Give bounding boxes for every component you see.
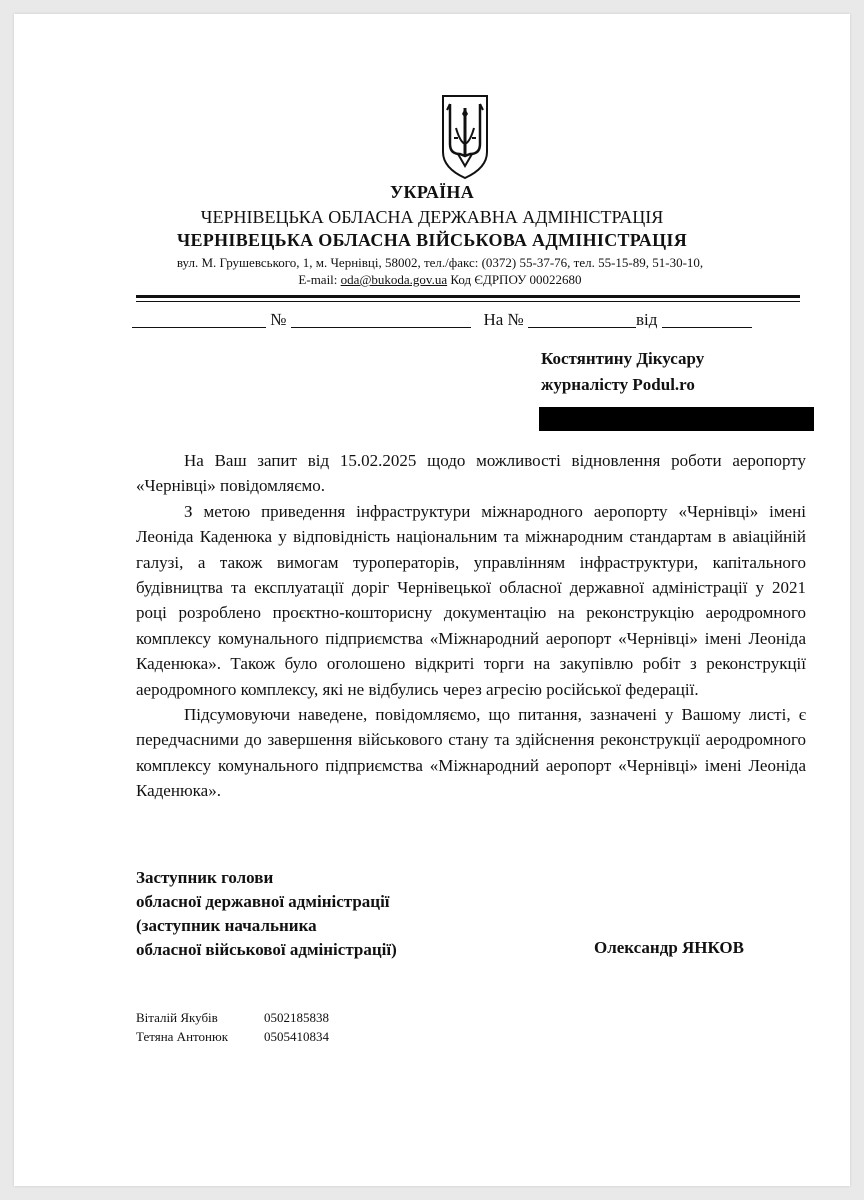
- country-heading: УКРАЇНА: [389, 182, 475, 202]
- on-number-label: На №: [483, 310, 524, 329]
- contact-row: [136, 1008, 329, 1027]
- header-rule-thick: [136, 295, 800, 298]
- signatory-title: [136, 866, 397, 962]
- number-blank: [291, 309, 471, 328]
- trident-coat-of-arms-icon: [440, 94, 490, 180]
- body-paragraph: З метою приведення інфраструктури міжнародного аеропорту «Чернівці» імені Леоніда Каденюка у відповідність національним та міжнародним стандартам в авіаційній галузі, а також вимогам туроператорів, управлінням інфраструктури, капітального будівництва та експлуатації доріг Чернівецької обласної державної адміністрації у 2021 році розроблено проєктно-кошторисну документацію на реконструкцію аеродромного комплексу комунального підприємства «Міжнародний аеропорт «Чернівці» імені Леоніда Каденюка». Також було оголошено відкриті торги на закупівлю робіт з реконструкції аеродромного комплексу, які не відбулись через агресію російської федерації.: [136, 501, 806, 699]
- contact-line: [22, 272, 850, 288]
- contact-phone: 0502185838: [264, 1010, 329, 1025]
- recipient-position: журналісту Podul.ro: [541, 375, 695, 394]
- header-rule-thin: [136, 301, 800, 302]
- redaction-bar: [539, 407, 814, 431]
- contact-phone: 0505410834: [264, 1029, 329, 1044]
- signatory-title-line: Заступник голови: [136, 868, 274, 887]
- date-blank: [132, 309, 266, 328]
- body-paragraph: На Ваш запит від 15.02.2025 щодо можливості відновлення роботи аеропорту «Чернівці» повідомляємо.: [136, 451, 806, 496]
- contact-name: Віталій Якубів: [136, 1010, 218, 1025]
- reference-line: [132, 309, 812, 330]
- email-link[interactable]: oda@bukoda.gov.ua: [340, 272, 448, 287]
- signatory-name: Олександр ЯНКОВ: [594, 938, 744, 957]
- org-name-state-admin: ЧЕРНІВЕЦЬКА ОБЛАСНА ДЕРЖАВНА АДМІНІСТРАЦІЯ: [200, 207, 664, 227]
- recipient-name: Костянтину Дікусару: [541, 349, 705, 368]
- signatory-title-line: обласної державної адміністрації: [136, 892, 390, 911]
- on-number-blank: [528, 309, 636, 328]
- letter-body: [136, 448, 806, 804]
- signatory-title-line: (заступник начальника: [136, 916, 317, 935]
- contact-row: [136, 1027, 329, 1046]
- from-blank: [662, 309, 752, 328]
- executor-contacts: [136, 1008, 329, 1046]
- document-page: [14, 14, 850, 1186]
- body-paragraph: Підсумовуючи наведене, повідомляємо, що питання, зазначені у Вашому листі, є передчасними до завершення військового стану та здійснення реконструкції аеродромного комплексу комунального підприємства «Міжнародний аеропорт «Чернівці» імені Леоніда Каденюка».: [136, 705, 806, 801]
- org-name-military-admin: ЧЕРНІВЕЦЬКА ОБЛАСНА ВІЙСЬКОВА АДМІНІСТРАЦІЯ: [176, 230, 688, 250]
- email-label: E-mail:: [298, 272, 341, 287]
- from-label: від: [636, 310, 658, 329]
- signatory-title-line: обласної військової адміністрації): [136, 940, 397, 959]
- recipient-block: [541, 346, 704, 398]
- number-sign: №: [270, 310, 287, 329]
- edrpou-code: Код ЄДРПОУ 00022680: [447, 272, 582, 287]
- contact-name: Тетяна Антонюк: [136, 1029, 229, 1044]
- address-line: вул. М. Грушевського, 1, м. Чернівці, 58002, тел./факс: (0372) 55-37-76, тел. 55-15-89, 51-30-10,: [176, 255, 704, 270]
